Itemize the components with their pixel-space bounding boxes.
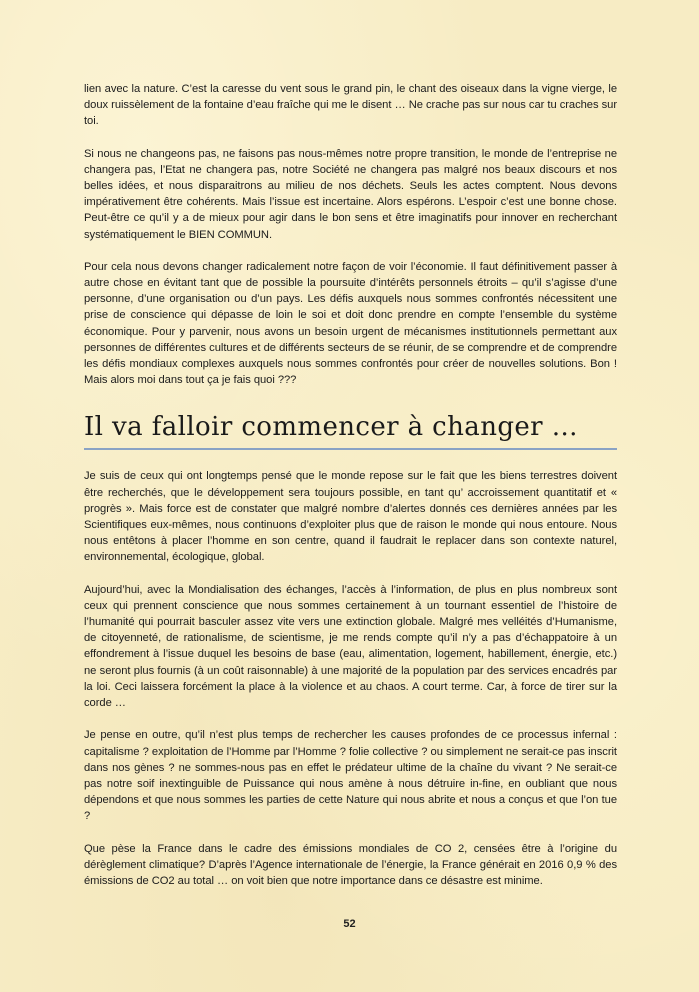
heading-underline	[84, 448, 617, 450]
paragraph: Pour cela nous devons changer radicalement notre façon de voir l’économie. Il faut définitivement passer à autre chose en évitant tant que de possible la poursuite d’intérêts personnels étroits – qu’il s’agisse d’une personne, d’une organisation ou d’un pays. Les défis auxquels nous sommes confrontés nécessitent une prise de conscience qui dépasse de loin le soi et doit donc prendre en compte l’ensemble du système économique. Pour y parvenir, nous avons un besoin urgent de mécanismes institutionnels permettant aux personnes de différentes cultures et de différents secteurs de se réunir, de se comprendre et de comprendre les défis mondiaux complexes auxquels nous sommes confrontés pour créer de nouvelles solutions. Bon ! Mais alors moi dans tout ça je fais quoi ???	[84, 260, 617, 387]
paragraph: lien avec la nature. C’est la caresse du vent sous le grand pin, le chant des oiseaux dans la vigne vierge, le doux ruissèlement de la fontaine d’eau fraîche qui me le disent … Ne crache pas sur nous car tu craches sur toi.	[84, 83, 617, 128]
paragraph: Que pèse la France dans le cadre des émissions mondiales de CO 2, censées être à l’origine du dérèglement climatique? D’après l’Agence internationale de l’énergie, la France générait en 2016 0,9 % des émissions de CO2 au total … on voit bien que notre importance dans ce désastre est minime.	[84, 842, 617, 887]
page-body	[84, 81, 617, 905]
paragraph: Si nous ne changeons pas, ne faisons pas nous-mêmes notre propre transition, le monde de l’entreprise ne changera pas, l’Etat ne changera pas, notre Société ne changera pas malgré nos beaux discours et nos belles idées, et nous disparaitrons au milieu de nos déchets. Seuls les actes comptent. Nous devons impérativement être cohérents. Mais l’issue est incertaine. Alors espérons. L’espoir c’est une bonne chose. Peut-être ce qu’il y a de mieux pour agir dans le bon sens et être imaginatifs pour innover en recherchant systématiquement le BIEN COMMUN.	[84, 147, 617, 241]
page-number: 52	[343, 918, 356, 930]
section-heading: Il va falloir commencer à changer …	[84, 412, 579, 443]
paragraph: Je pense en outre, qu’il n’est plus temps de rechercher les causes profondes de ce processus infernal : capitalisme ? exploitation de l’Homme par l’Homme ? folie collective ? ou simplement ne serait-ce pas inscrit dans nos gènes ? ne sommes-nous pas en effet le prédateur ultime de la chaîne du vivant ? Ne serait-ce pas notre soif inextinguible de Puissance qui nous amène à nous détruire in-fine, en oubliant que nous dépendons et que nous sommes les parties de cette Nature qui nous abrite et nous a conçus et que l’on tue ?	[84, 729, 617, 823]
paragraph: Je suis de ceux qui ont longtemps pensé que le monde repose sur le fait que les biens terrestres doivent être recherchés, que le développement sera toujours possible, en tant qu’ accroissement quantitatif et « progrès ». Mais force est de constater que malgré nombre d’alertes donnés ces dernières années par les Scientifiques eux-mêmes, nous continuons d’exploiter plus que de raison le monde qui nous entoure. Nous nous entêtons à placer l’homme en son centre, quand il faudrait le replacer dans son contexte naturel, environnemental, écologique, global.	[84, 470, 617, 564]
paragraph: Aujourd’hui, avec la Mondialisation des échanges, l’accès à l’information, de plus en plus nombreux sont ceux qui prennent conscience que nous sommes certainement à un tournant essentiel de l’histoire de l’humanité qui pourrait basculer assez vite vers une extinction globale. Malgré mes velléités d’Humanisme, de citoyenneté, de rationalisme, de scientisme, je me rends compte qu’il n’y a pas d’échappatoire à un effondrement à l’issue duquel les besoins de base (eau, alimentation, logement, habillement, énergie, etc.) ne seront plus fournis (à un coût raisonnable) à une majorité de la population par des services encadrés par la loi. Ceci laissera forcément la place à la violence et au chaos. A court terme. Car, à force de tirer sur la corde …	[84, 583, 617, 710]
